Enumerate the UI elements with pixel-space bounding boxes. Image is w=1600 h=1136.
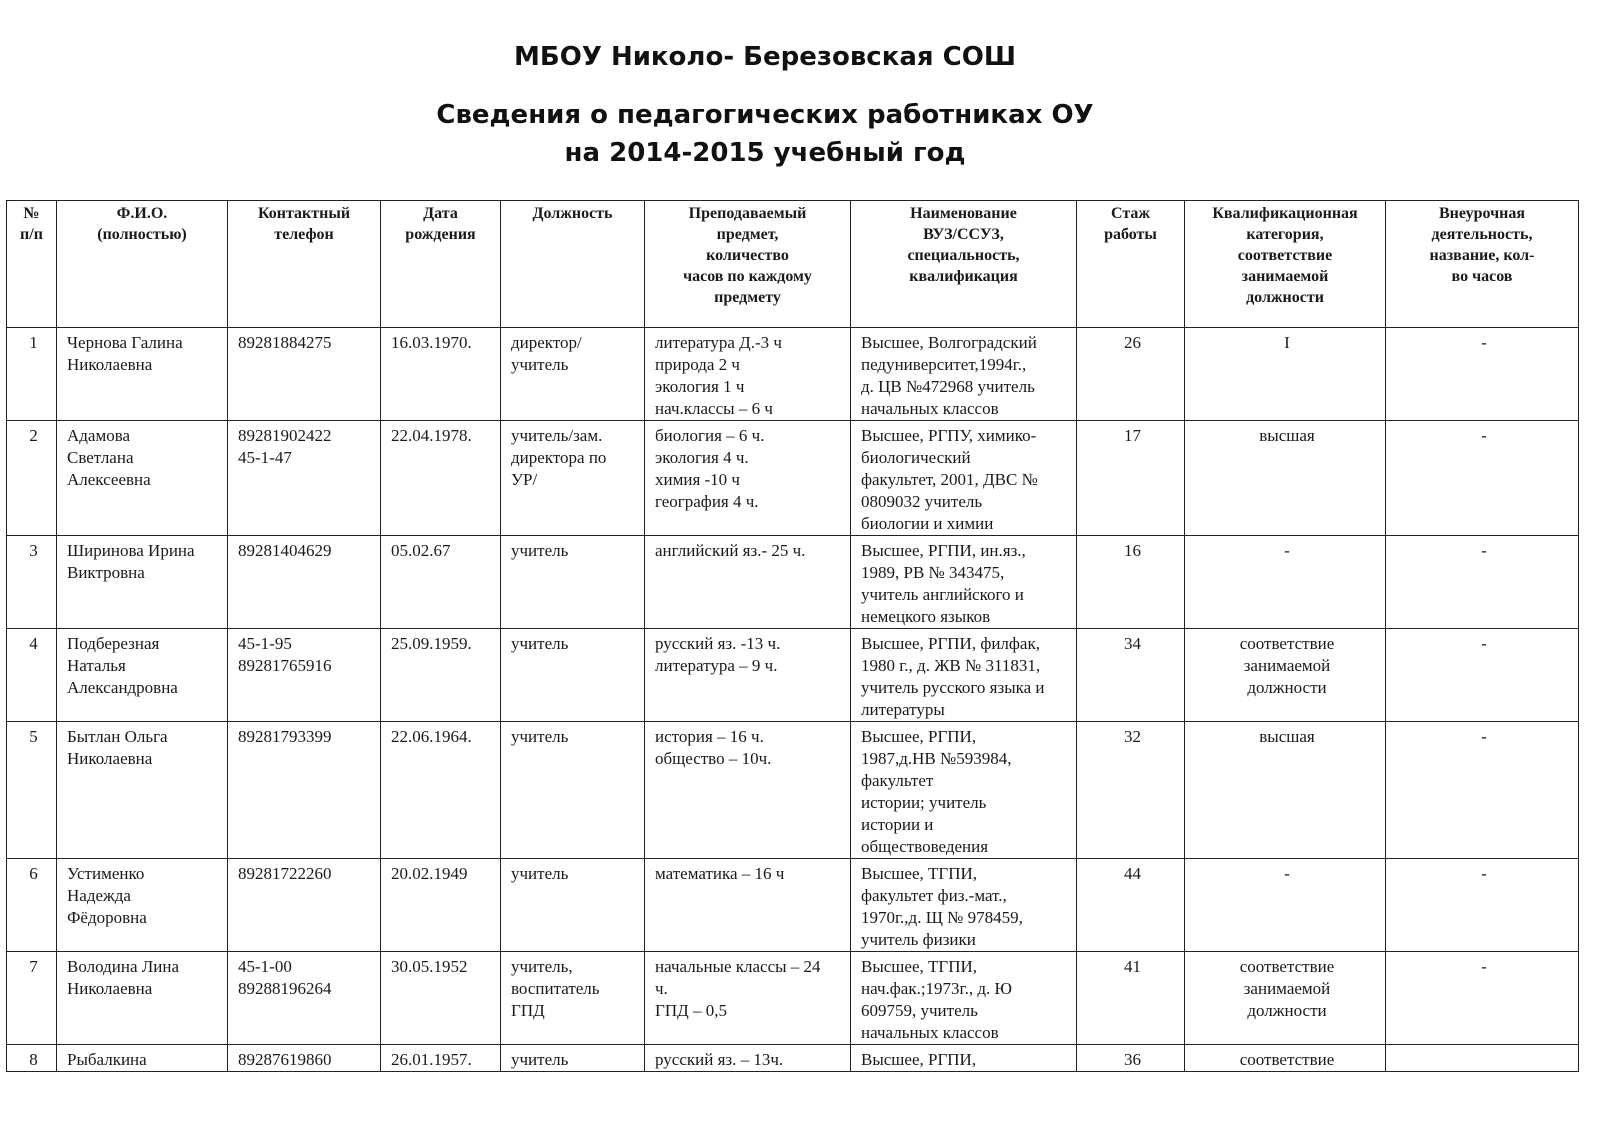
table-row [7, 1045, 1579, 1072]
cell-birthdate: 26.01.1957. [381, 1045, 501, 1072]
cell-birthdate: 20.02.1949 [381, 859, 501, 952]
cell-phone: 89281884275 [228, 328, 381, 421]
cell-subjects: литература Д.-3 ч природа 2 ч экология 1 ч нач.классы – 6 ч [645, 328, 851, 421]
table-row [7, 421, 1579, 536]
cell-number: 1 [7, 328, 57, 421]
cell-position: учитель [501, 722, 645, 859]
cell-number: 4 [7, 629, 57, 722]
cell-extracurricular: - [1386, 328, 1579, 421]
col-header-birthdate: Дата рождения [381, 201, 501, 328]
col-header-education: Наименование ВУЗ/ССУЗ, специальность, квалификация [851, 201, 1077, 328]
cell-extracurricular: - [1386, 629, 1579, 722]
cell-category: высшая [1185, 421, 1386, 536]
cell-category: соответствие [1185, 1045, 1386, 1072]
cell-name: Подберезная Наталья Александровна [57, 629, 228, 722]
cell-number: 3 [7, 536, 57, 629]
cell-position: директор/ учитель [501, 328, 645, 421]
cell-category: I [1185, 328, 1386, 421]
cell-birthdate: 30.05.1952 [381, 952, 501, 1045]
cell-birthdate: 25.09.1959. [381, 629, 501, 722]
staff-table [6, 200, 1579, 1072]
cell-position: учитель [501, 629, 645, 722]
cell-phone: 45-1-95 89281765916 [228, 629, 381, 722]
cell-subjects: английский яз.- 25 ч. [645, 536, 851, 629]
col-header-position: Должность [501, 201, 645, 328]
cell-position: учитель [501, 1045, 645, 1072]
table-row [7, 859, 1579, 952]
cell-name: Бытлан Ольга Николаевна [57, 722, 228, 859]
cell-name: Ширинова Ирина Виктровна [57, 536, 228, 629]
cell-experience: 16 [1077, 536, 1185, 629]
cell-phone: 89281902422 45-1-47 [228, 421, 381, 536]
cell-education: Высшее, ТГПИ, факультет физ.-мат., 1970г.,д. Щ № 978459, учитель физики [851, 859, 1077, 952]
cell-education: Высшее, РГПИ, ин.яз., 1989, РВ № 343475, учитель английского и немецкого языков [851, 536, 1077, 629]
cell-birthdate: 22.06.1964. [381, 722, 501, 859]
col-header-name: Ф.И.О. (полностью) [57, 201, 228, 328]
cell-subjects: математика – 16 ч [645, 859, 851, 952]
table-row [7, 722, 1579, 859]
cell-category: соответствие занимаемой должности [1185, 952, 1386, 1045]
cell-experience: 26 [1077, 328, 1185, 421]
cell-education: Высшее, ТГПИ, нач.фак.;1973г., д. Ю 609759, учитель начальных классов [851, 952, 1077, 1045]
cell-category: - [1185, 536, 1386, 629]
cell-name: Адамова Светлана Алексеевна [57, 421, 228, 536]
cell-birthdate: 16.03.1970. [381, 328, 501, 421]
cell-name: Устименко Надежда Фёдоровна [57, 859, 228, 952]
cell-experience: 36 [1077, 1045, 1185, 1072]
cell-education: Высшее, РГПИ, 1987,д.НВ №593984, факультет истории; учитель истории и обществоведения [851, 722, 1077, 859]
col-header-subjects: Преподаваемый предмет, количество часов по каждому предмету [645, 201, 851, 328]
cell-experience: 17 [1077, 421, 1185, 536]
cell-subjects: русский яз. -13 ч. литература – 9 ч. [645, 629, 851, 722]
cell-number: 8 [7, 1045, 57, 1072]
cell-number: 5 [7, 722, 57, 859]
cell-phone: 45-1-00 89288196264 [228, 952, 381, 1045]
table-row [7, 629, 1579, 722]
col-header-extracurricular: Внеурочная деятельность, название, кол- во часов [1386, 201, 1579, 328]
col-header-experience: Стаж работы [1077, 201, 1185, 328]
cell-education: Высшее, РГПИ, [851, 1045, 1077, 1072]
cell-subjects: русский яз. – 13ч. [645, 1045, 851, 1072]
cell-extracurricular: - [1386, 952, 1579, 1045]
cell-name: Володина Лина Николаевна [57, 952, 228, 1045]
document-title: Сведения о педагогических работниках ОУ [436, 100, 1094, 130]
cell-subjects: начальные классы – 24 ч. ГПД – 0,5 [645, 952, 851, 1045]
cell-education: Высшее, Волгоградский педуниверситет,1994г., д. ЦВ №472968 учитель начальных классов [851, 328, 1077, 421]
cell-category: - [1185, 859, 1386, 952]
cell-extracurricular: - [1386, 536, 1579, 629]
cell-name: Чернова Галина Николаевна [57, 328, 228, 421]
cell-experience: 44 [1077, 859, 1185, 952]
cell-phone: 89287619860 [228, 1045, 381, 1072]
col-header-category: Квалификационная категория, соответствие занимаемой должности [1185, 201, 1386, 328]
cell-position: учитель [501, 536, 645, 629]
document-subtitle: на 2014-2015 учебный год [564, 138, 966, 168]
cell-extracurricular: - [1386, 722, 1579, 859]
cell-phone: 89281404629 [228, 536, 381, 629]
table-row [7, 328, 1579, 421]
cell-education: Высшее, РГПУ, химико- биологический факультет, 2001, ДВС № 0809032 учитель биологии и химии [851, 421, 1077, 536]
cell-birthdate: 22.04.1978. [381, 421, 501, 536]
cell-category: соответствие занимаемой должности [1185, 629, 1386, 722]
cell-experience: 34 [1077, 629, 1185, 722]
cell-position: учитель, воспитатель ГПД [501, 952, 645, 1045]
cell-number: 6 [7, 859, 57, 952]
cell-subjects: история – 16 ч. общество – 10ч. [645, 722, 851, 859]
cell-number: 7 [7, 952, 57, 1045]
cell-position: учитель [501, 859, 645, 952]
col-header-phone: Контактный телефон [228, 201, 381, 328]
cell-extracurricular: - [1386, 859, 1579, 952]
cell-extracurricular: - [1386, 421, 1579, 536]
school-name: МБОУ Николо- Березовская СОШ [514, 42, 1016, 72]
cell-subjects: биология – 6 ч. экология 4 ч. химия -10 ч география 4 ч. [645, 421, 851, 536]
table-header-row [7, 201, 1579, 328]
table-row [7, 536, 1579, 629]
cell-experience: 41 [1077, 952, 1185, 1045]
cell-number: 2 [7, 421, 57, 536]
table-row [7, 952, 1579, 1045]
col-header-number: № п/п [7, 201, 57, 328]
cell-phone: 89281722260 [228, 859, 381, 952]
cell-name: Рыбалкина [57, 1045, 228, 1072]
cell-category: высшая [1185, 722, 1386, 859]
cell-birthdate: 05.02.67 [381, 536, 501, 629]
cell-experience: 32 [1077, 722, 1185, 859]
cell-position: учитель/зам. директора по УР/ [501, 421, 645, 536]
cell-phone: 89281793399 [228, 722, 381, 859]
cell-extracurricular [1386, 1045, 1579, 1072]
cell-education: Высшее, РГПИ, филфак, 1980 г., д. ЖВ № 311831, учитель русского языка и литературы [851, 629, 1077, 722]
